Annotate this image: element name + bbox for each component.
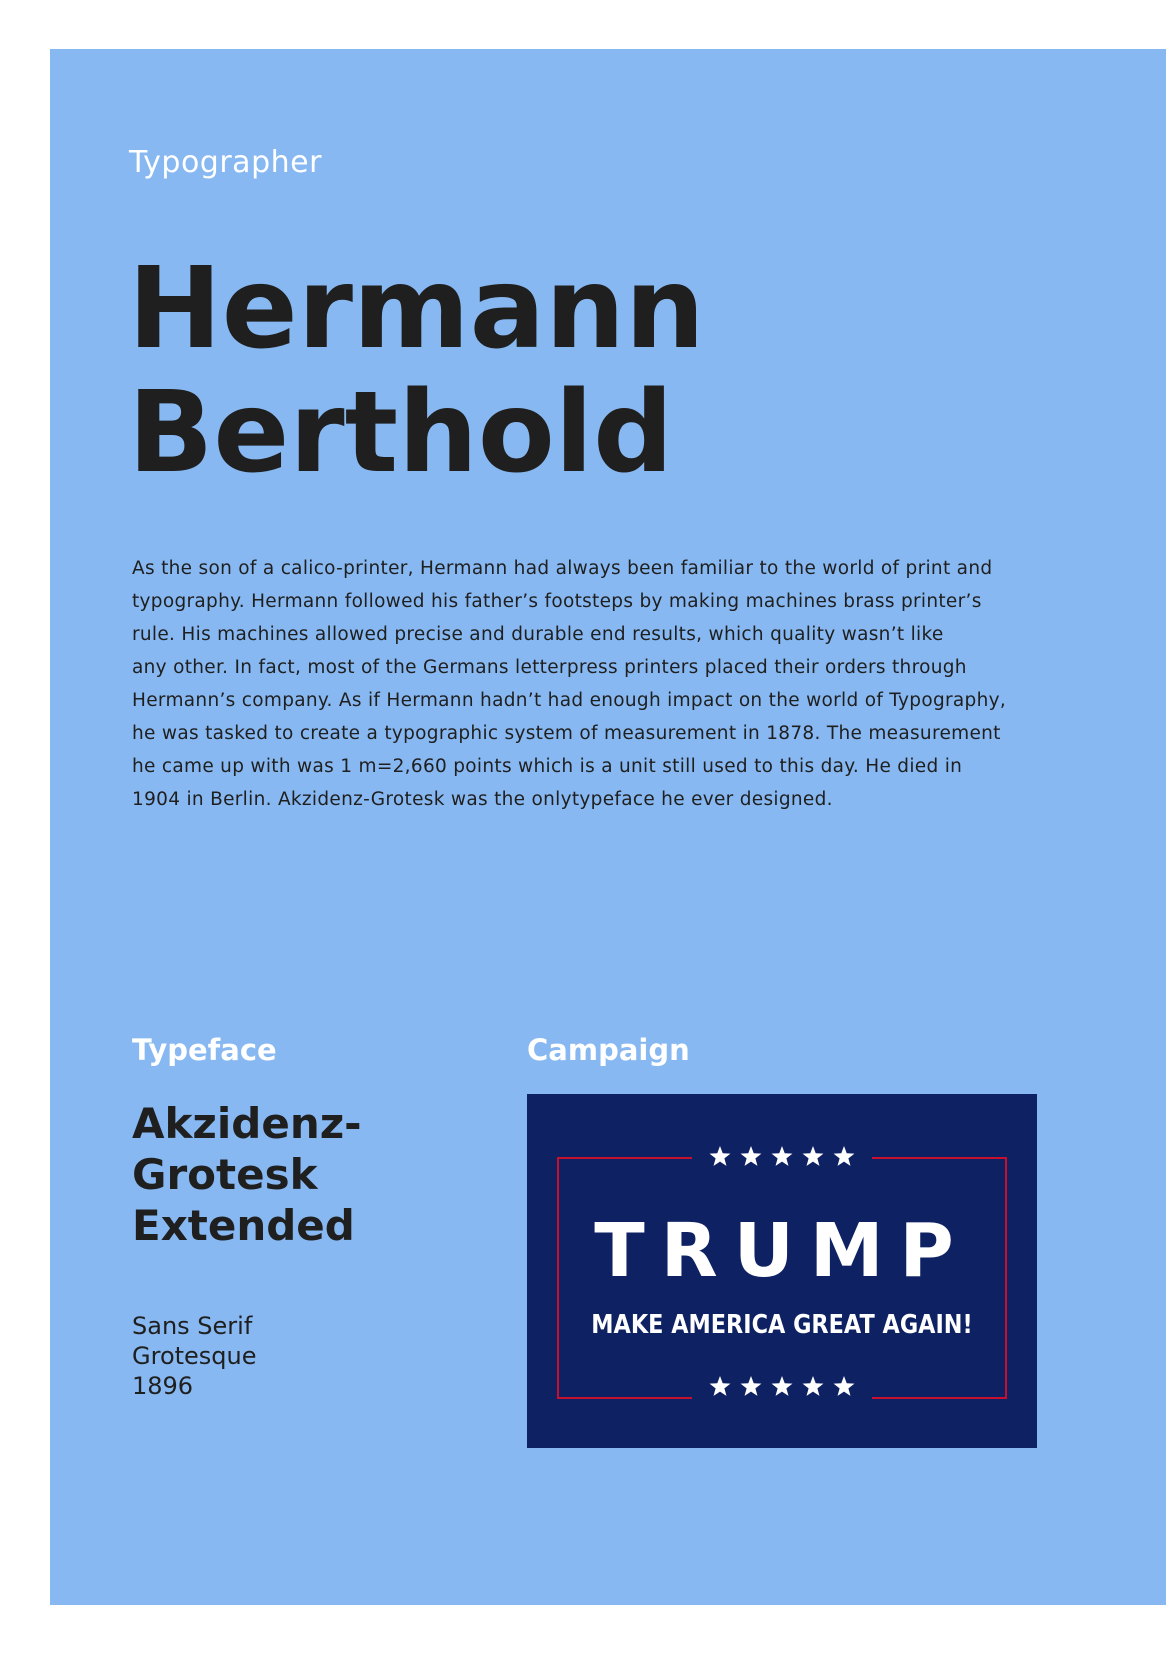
typeface-heading: Typeface [132,1033,277,1067]
star-icon [803,1146,824,1166]
stars-bottom [710,1376,855,1396]
typeface-name [132,1098,362,1251]
star-icon [772,1376,793,1396]
star-icon [710,1146,731,1166]
star-icon [834,1376,855,1396]
typeface-name-line-1: Akzidenz- [132,1099,362,1148]
bio-line: any other. In fact, most of the Germans letterpress printers placed their orders through [132,657,967,678]
page-kicker: Typographer [129,145,322,180]
bio-line: As the son of a calico-printer, Hermann had always been familiar to the world of print and [132,558,993,579]
page-title [128,244,705,498]
typeface-name-line-3: Extended [132,1201,355,1250]
biography-paragraph [132,552,1062,816]
typeface-year: 1896 [132,1372,194,1400]
star-icon [803,1376,824,1396]
banner-name-text: TRUMP [594,1208,970,1294]
title-line-1: Hermann [128,244,705,374]
typeface-style: Grotesque [132,1342,257,1370]
campaign-heading: Campaign [527,1033,690,1067]
title-line-2: Berthold [128,368,674,498]
bio-line: rule. His machines allowed precise and durable end results, which quality wasn’t like [132,624,944,645]
bio-line: he came up with was 1 m=2,660 points which is a unit still used to this day. He died in [132,756,963,777]
bio-line: Hermann’s company. As if Hermann hadn’t had enough impact on the world of Typography, [132,690,1007,711]
typeface-details [132,1311,257,1401]
star-icon [741,1146,762,1166]
star-icon [772,1146,793,1166]
bio-line: 1904 in Berlin. Akzidenz-Grotesk was the onlytypeface he ever designed. [132,789,833,810]
typeface-classification: Sans Serif [132,1312,253,1340]
star-icon [834,1146,855,1166]
stars-top [710,1146,855,1166]
banner-slogan-text: MAKE AMERICA GREAT AGAIN! [591,1310,973,1340]
campaign-banner-image [527,1094,1037,1448]
bio-line: he was tasked to create a typographic system of measurement in 1878. The measurement [132,723,1001,744]
bio-line: typography. Hermann followed his father’s footsteps by making machines brass printer’s [132,591,982,612]
star-icon [741,1376,762,1396]
star-icon [710,1376,731,1396]
typeface-name-line-2: Grotesk [132,1150,318,1199]
